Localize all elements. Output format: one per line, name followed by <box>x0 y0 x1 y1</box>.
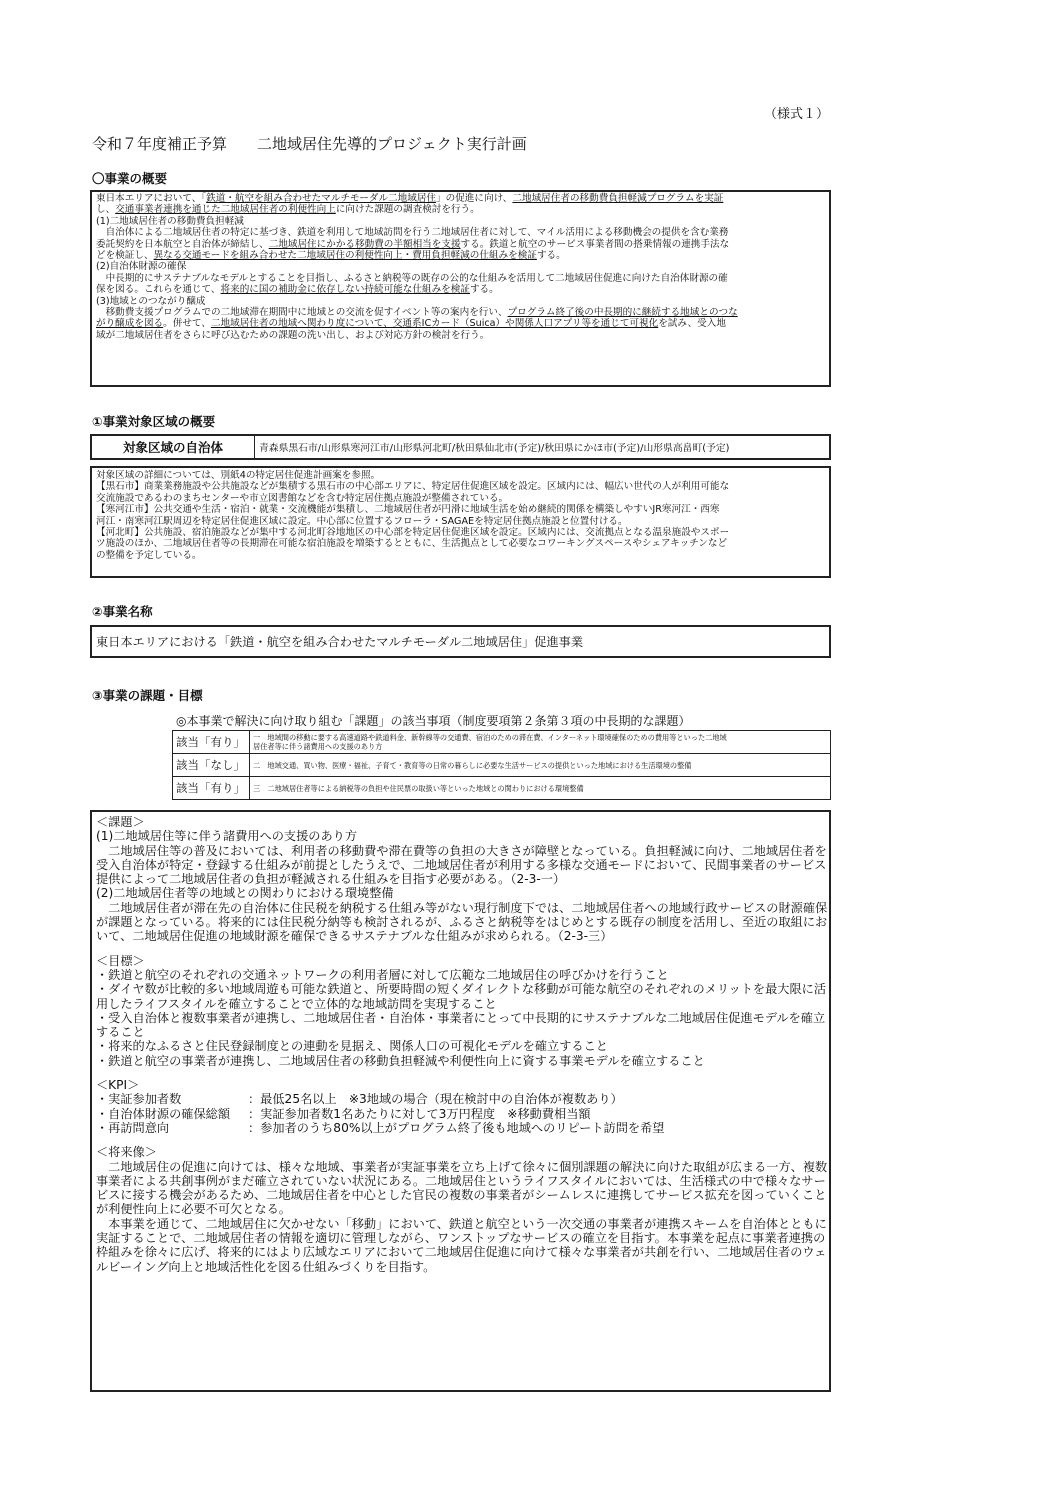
issue-row <box>173 777 831 800</box>
page-title: 令和７年度補正予算 二地域居住先導的プロジェクト実行計画 <box>92 135 527 153</box>
issue-row <box>173 754 831 777</box>
overview-box <box>90 190 831 387</box>
issue-status: 該当「有り」 <box>173 731 250 754</box>
overview-line: し、交通事業者連携を通じた二地域居住者の利便性向上に向けた課題の調査検討を行う。 <box>96 204 480 216</box>
municipality-row <box>90 434 831 460</box>
issue-description: 三 二地域居住者等による納税等の負担や住民票の取扱い等といった地域との関わりにおける環境整備 <box>250 777 831 800</box>
issues-table <box>172 730 831 800</box>
overview-line: 自治体による二地域居住者の特定に基づき、鉄道を利用して地域訪問を行う二地域居住者に対して、マイル活用による移動機会の提供を含む業務 <box>96 227 729 239</box>
overview-line: 域が二地域居住者をさらに呼び込むための課題の洗い出し、および対応方針の検討を行う。 <box>96 329 490 341</box>
kpi-section: ＜KPI＞ ・実証参加者数 ：最低25名以上 ※3地域の場合（現在検討中の自治体が複数あり） ・自治体財源の確保総額 ：実証参加者数1名あたりに対して3万円程度 ※移動費相当額 ・再訪問意向 ：参加者のうち80%以上がプログラム終了後も地域へのリピート訪問を希望 <box>96 1078 825 1135</box>
overview-line: 中長期的にサステナブルなモデルとすることを目指し、ふるさと納税等の既存の公的な仕組みを活用して二地域居住促進に向けた自治体財源の確 <box>96 272 728 284</box>
kpi-row: ・自治体財源の確保総額 ：実証参加者数1名あたりに対して3万円程度 ※移動費相当額 <box>96 1106 591 1121</box>
overview-line: 移動費支援プログラムでの二地域滞在期間中に地域との交流を促すイベント等の案内を行い、プログラム終了後の中長期的に継続する地域とのつな <box>96 307 738 319</box>
kpi-row: ・実証参加者数 ：最低25名以上 ※3地域の場合（現在検討中の自治体が複数あり） <box>96 1092 623 1107</box>
kpi-row: ・再訪問意向 ：参加者のうち80%以上がプログラム終了後も地域へのリピート訪問を希望 <box>96 1120 665 1135</box>
overview-line: 保を図る。これらを通じて、将来的に国の補助金に依存しない持続可能な仕組みを検証する。 <box>96 284 499 296</box>
future-section: ＜将来像＞ 二地域居住の促進に向けては、様々な地域、事業者が実証事業を立ち上げて徐々に個別課題の解決に向けた取組が広まる一方、複数 事業者による共創事例がまだ確立されていない状況にある。二地域居住というライフスタイルにおいては、生活様式の中で様々なサー ビスに接する機会があるため、二地域居住者を中心とした官民の複数の事業者がシームレスに連携してサービス拡充を図っていくこと が利便性向上に必要不可欠となる。 本事業を通じて、二地域居住に欠かせない「移動」において、鉄道と航空という一次交通の事業者が連携スキームを自治体とともに 実証することで、二地域居住者の情報を適切に管理しながら、ワンストップなサービスの確立を目指す。本事業を起点に事業者連携の 枠組みを徐々に広げ、将来的にはより広域なエリアにおいて二地域居住促進に向けて様々な事業者が共創を行い、二地域居住者のウェ ルビーイング向上と地域活性化を図る仕組みづくりを目指す。 <box>96 1145 828 1274</box>
overview-heading: 〇事業の概要 <box>92 171 168 186</box>
overview-line: (2)自治体財源の確保 <box>96 261 187 273</box>
issue-row <box>173 731 831 754</box>
kadai-section: ＜課題＞ (1)二地域居住等に伴う諸費用への支援のあり方 二地域居住等の普及においては、利用者の移動費や滞在費等の負担の大きさが障壁となっている。負担軽減に向け、二地域居住者を 受入自治体が特定・登録する仕組みが前提としたうえで、二地域居住者が利用する多様な交通モードにおいて、民間事業者のサービス 提供によって二地域居住者の負担が軽減される仕組みを目指す必要がある。（2-3-一） (2)二地域居住者等の地域との関わりにおける環境整備 二地域居住者が滞在先の自治体に住民税を納税する仕組み等がない現行制度下では、二地域居住者への地域行政サービスの財源確保 が課題となっている。将来的には住民税分納等も検討されるが、ふるさと納税等をはじめとする既存の制度を活用し、至近の取組にお いて、二地域居住促進の地域財源を確保できるサステナブルな仕組みが求められる。（2-3-三） <box>96 815 828 944</box>
mokuhyo-section: ＜目標＞ ・鉄道と航空のそれぞれの交通ネットワークの利用者層に対して広範な二地域居住の呼びかけを行うこと ・ダイヤ数が比較的多い地域周遊も可能な鉄道と、所要時間の短くダイレクトな移動が可能な航空のそれぞれのメリットを最大限に活 用したライフスタイルを確立することで立体的な地域訪問を実現すること ・受入自治体と複数事業者が連携し、二地域居住者・自治体・事業者にとって中長期的にサステナブルな二地域居住促進モデルを確立 すること ・将来的なふるさと住民登録制度との連動を見据え、関係人口の可視化モデルを確立すること ・鉄道と航空の事業者が連携し、二地域居住者の移動負担軽減や利便性向上に資する事業モデルを確立すること <box>96 953 827 1068</box>
area-line: ツ施設のほか、二地域居住者等の長期滞在可能な宿泊施設を増築するとともに、生活拠点として必要なコワーキングスペースやシェアキッチンなど <box>96 538 728 550</box>
issue-status: 該当「なし」 <box>173 754 250 777</box>
area-line: 【黒石市】商業業務施設や公共施設などが集積する黒石市の中心部エリアに、特定居住促進区域を設定。区域内には、幅広い世代の人が利用可能な <box>96 481 730 493</box>
form-number: （様式１） <box>764 107 830 122</box>
overview-line: がり醸成を図る。併せて、二地域居住者の地域へ関わり度について、交通系ICカード（Suica）や関係人口アプリ等を通じて可視化を試み、受入地 <box>96 318 726 330</box>
area-line: 【寒河江市】公共交通や生活・宿泊・就業・交流機能が集積し、二地域居住者が円滑に地域生活を始め継続的関係を構築しやすいJR寒河江・西寒 <box>96 504 720 516</box>
project-name-box: 東日本エリアにおける「鉄道・航空を組み合わせたマルチモーダル二地域居住」促進事業 <box>90 625 831 658</box>
issues-heading: ③事業の課題・目標 <box>92 688 203 703</box>
area-line: の整備を予定している。 <box>96 549 202 561</box>
overview-line: (3)地域とのつながり醸成 <box>96 295 206 307</box>
issues-intro: ◎本事業で解決に向け取り組む「課題」の該当事項（制度要項第２条第３項の中長期的な課題） <box>176 714 691 728</box>
area-line: 河江・南寒河江駅周辺を特定居住促進区域に設定。中心部に位置するフローラ・SAGAEを特定居住拠点施設と位置付ける。 <box>96 515 628 527</box>
issue-status: 該当「有り」 <box>173 777 250 800</box>
municipality-label: 対象区域の自治体 <box>92 436 255 458</box>
municipality-list: 青森県黒石市/山形県寒河江市/山形県河北町/秋田県仙北市(予定)/秋田県にかほ市(予定)/山形県高畠町(予定) <box>259 443 730 454</box>
project-name-heading: ②事業名称 <box>92 604 153 619</box>
issues-detail-box <box>90 810 831 1392</box>
issue-description: 一 地域間の移動に要する高速道路や鉄道料金、新幹線等の交通費、宿泊のための滞在費、インターネット環境確保のための費用等といった二地域 居住者等に伴う諸費用への支援のあり方 <box>250 731 831 754</box>
area-line: 交流施設であるわのまちセンターや市立図書館などを含む特定居住拠点施設が整備されている。 <box>96 492 509 504</box>
area-heading: ①事業対象区域の概要 <box>92 414 216 429</box>
overview-line: どを検証し、異なる交通モードを組み合わせた二地域居住の利便性向上・費用負担軽減の仕組みを検証する。 <box>96 250 566 262</box>
overview-line: (1)二地域居住者の移動費負担軽減 <box>96 215 244 227</box>
overview-line: 東日本エリアにおいて、「鉄道・航空を組み合わせたマルチモーダル二地域居住」の促進に向け、二地域居住者の移動費負担軽減プログラムを実証 <box>96 193 724 204</box>
overview-line: 委託契約を日本航空と自治体が締結し、二地域居住にかかる移動費の半額相当を支援する。鉄道と航空のサービス事業者間の搭乗情報の連携手法な <box>96 238 730 250</box>
area-detail-box <box>90 466 831 578</box>
area-line: 【河北町】公共施設、宿泊施設などが集中する河北町谷地地区の中心部を特定居住促進区域を設定。区域内には、交流拠点となる温泉施設やスポー <box>96 527 730 539</box>
area-line: 対象区域の詳細については、別紙4の特定居住促進計画案を参照。 <box>96 470 381 481</box>
issue-description: 二 地域交通、買い物、医療・福祉、子育て・教育等の日常の暮らしに必要な生活サービスの提供といった地域における生活環境の整備 <box>250 754 831 777</box>
